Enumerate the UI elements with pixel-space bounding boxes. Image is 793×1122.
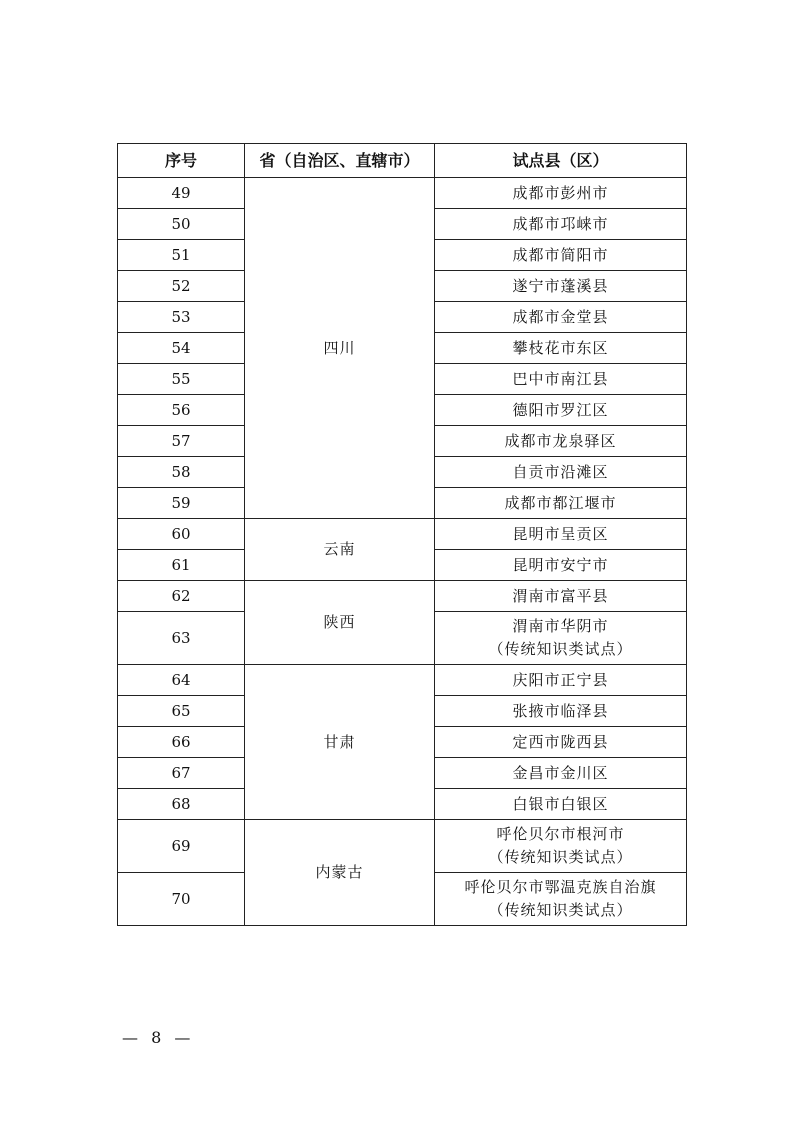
pilot-county-cell	[435, 395, 687, 426]
table-row	[118, 178, 687, 209]
county-name: 成都市邛崃市	[512, 214, 609, 233]
county-name: 攀枝花市东区	[512, 338, 609, 357]
serial-number-cell: 57	[118, 426, 245, 457]
pilot-county-cell	[435, 457, 687, 488]
pilot-county-cell	[435, 873, 687, 926]
serial-number-cell: 52	[118, 271, 245, 302]
county-name: 德阳市罗江区	[512, 400, 609, 419]
county-name: 成都市彭州市	[512, 183, 609, 202]
serial-number-cell: 64	[118, 665, 245, 696]
table-row	[118, 820, 687, 873]
pilot-county-cell	[435, 178, 687, 209]
serial-number-cell: 50	[118, 209, 245, 240]
pilot-county-cell	[435, 696, 687, 727]
pilot-county-cell	[435, 758, 687, 789]
header-pilot-county: 试点县（区）	[435, 144, 687, 178]
pilot-county-cell	[435, 271, 687, 302]
pilot-county-cell	[435, 820, 687, 873]
county-name: 渭南市富平县	[512, 586, 609, 605]
serial-number-cell: 65	[118, 696, 245, 727]
county-name: 金昌市金川区	[512, 763, 609, 782]
serial-number-cell: 68	[118, 789, 245, 820]
serial-number-cell: 67	[118, 758, 245, 789]
pilot-county-cell	[435, 727, 687, 758]
county-name: 昆明市呈贡区	[512, 524, 609, 543]
county-name: 渭南市华阴市	[512, 617, 609, 635]
pilot-county-cell	[435, 302, 687, 333]
county-name: 定西市陇西县	[512, 732, 609, 751]
county-name: 呼伦贝尔市鄂温克族自治旗	[464, 878, 657, 896]
table-header-row	[118, 144, 687, 178]
pilot-county-cell	[435, 364, 687, 395]
header-serial-number: 序号	[118, 144, 245, 178]
serial-number-cell: 61	[118, 550, 245, 581]
pilot-type-note: （传统知识类试点）	[488, 848, 633, 866]
serial-number-cell: 60	[118, 519, 245, 550]
pilot-county-cell	[435, 581, 687, 612]
page-number: — 8 —	[122, 1028, 195, 1047]
serial-number-cell: 58	[118, 457, 245, 488]
pilot-county-cell	[435, 488, 687, 519]
pilot-county-cell	[435, 333, 687, 364]
county-name: 白银市白银区	[512, 794, 609, 813]
province-name: 云南	[323, 540, 356, 558]
province-name: 陕西	[323, 613, 356, 631]
serial-number-cell: 49	[118, 178, 245, 209]
table-row	[118, 665, 687, 696]
province-cell	[245, 581, 435, 665]
province-cell	[245, 820, 435, 926]
serial-number-cell: 66	[118, 727, 245, 758]
county-name: 成都市简阳市	[512, 245, 609, 264]
serial-number-cell: 63	[118, 612, 245, 665]
province-cell	[245, 519, 435, 581]
province-name: 甘肃	[323, 732, 356, 751]
county-name: 自贡市沿滩区	[512, 462, 609, 481]
province-cell	[245, 178, 435, 519]
pilot-county-cell	[435, 519, 687, 550]
province-name: 四川	[323, 338, 356, 357]
header-province: 省（自治区、直辖市）	[245, 144, 435, 178]
pilot-county-cell	[435, 240, 687, 271]
pilot-county-cell	[435, 612, 687, 665]
serial-number-cell: 62	[118, 581, 245, 612]
serial-number-cell: 56	[118, 395, 245, 426]
county-name: 成都市龙泉驿区	[504, 431, 617, 450]
pilot-type-note: （传统知识类试点）	[488, 640, 633, 658]
county-name: 成都市都江堰市	[504, 493, 617, 512]
pilot-county-cell	[435, 665, 687, 696]
pilot-county-cell	[435, 789, 687, 820]
serial-number-cell: 69	[118, 820, 245, 873]
pilot-county-cell	[435, 550, 687, 581]
county-name: 庆阳市正宁县	[512, 670, 609, 689]
county-name: 张掖市临泽县	[512, 701, 609, 720]
pilot-county-cell	[435, 209, 687, 240]
county-name: 昆明市安宁市	[512, 555, 609, 574]
pilot-type-note: （传统知识类试点）	[488, 901, 633, 919]
serial-number-cell: 53	[118, 302, 245, 333]
county-name: 巴中市南江县	[512, 369, 609, 388]
serial-number-cell: 59	[118, 488, 245, 519]
province-name: 内蒙古	[315, 863, 364, 881]
table-row	[118, 519, 687, 550]
serial-number-cell: 54	[118, 333, 245, 364]
serial-number-cell: 55	[118, 364, 245, 395]
county-name: 呼伦贝尔市根河市	[496, 825, 625, 843]
pilot-county-cell	[435, 426, 687, 457]
province-cell	[245, 665, 435, 820]
county-name: 遂宁市蓬溪县	[512, 276, 609, 295]
table-body	[118, 178, 687, 926]
county-name: 成都市金堂县	[512, 307, 609, 326]
serial-number-cell: 51	[118, 240, 245, 271]
pilot-county-table	[117, 143, 687, 926]
serial-number-cell: 70	[118, 873, 245, 926]
table-row	[118, 581, 687, 612]
